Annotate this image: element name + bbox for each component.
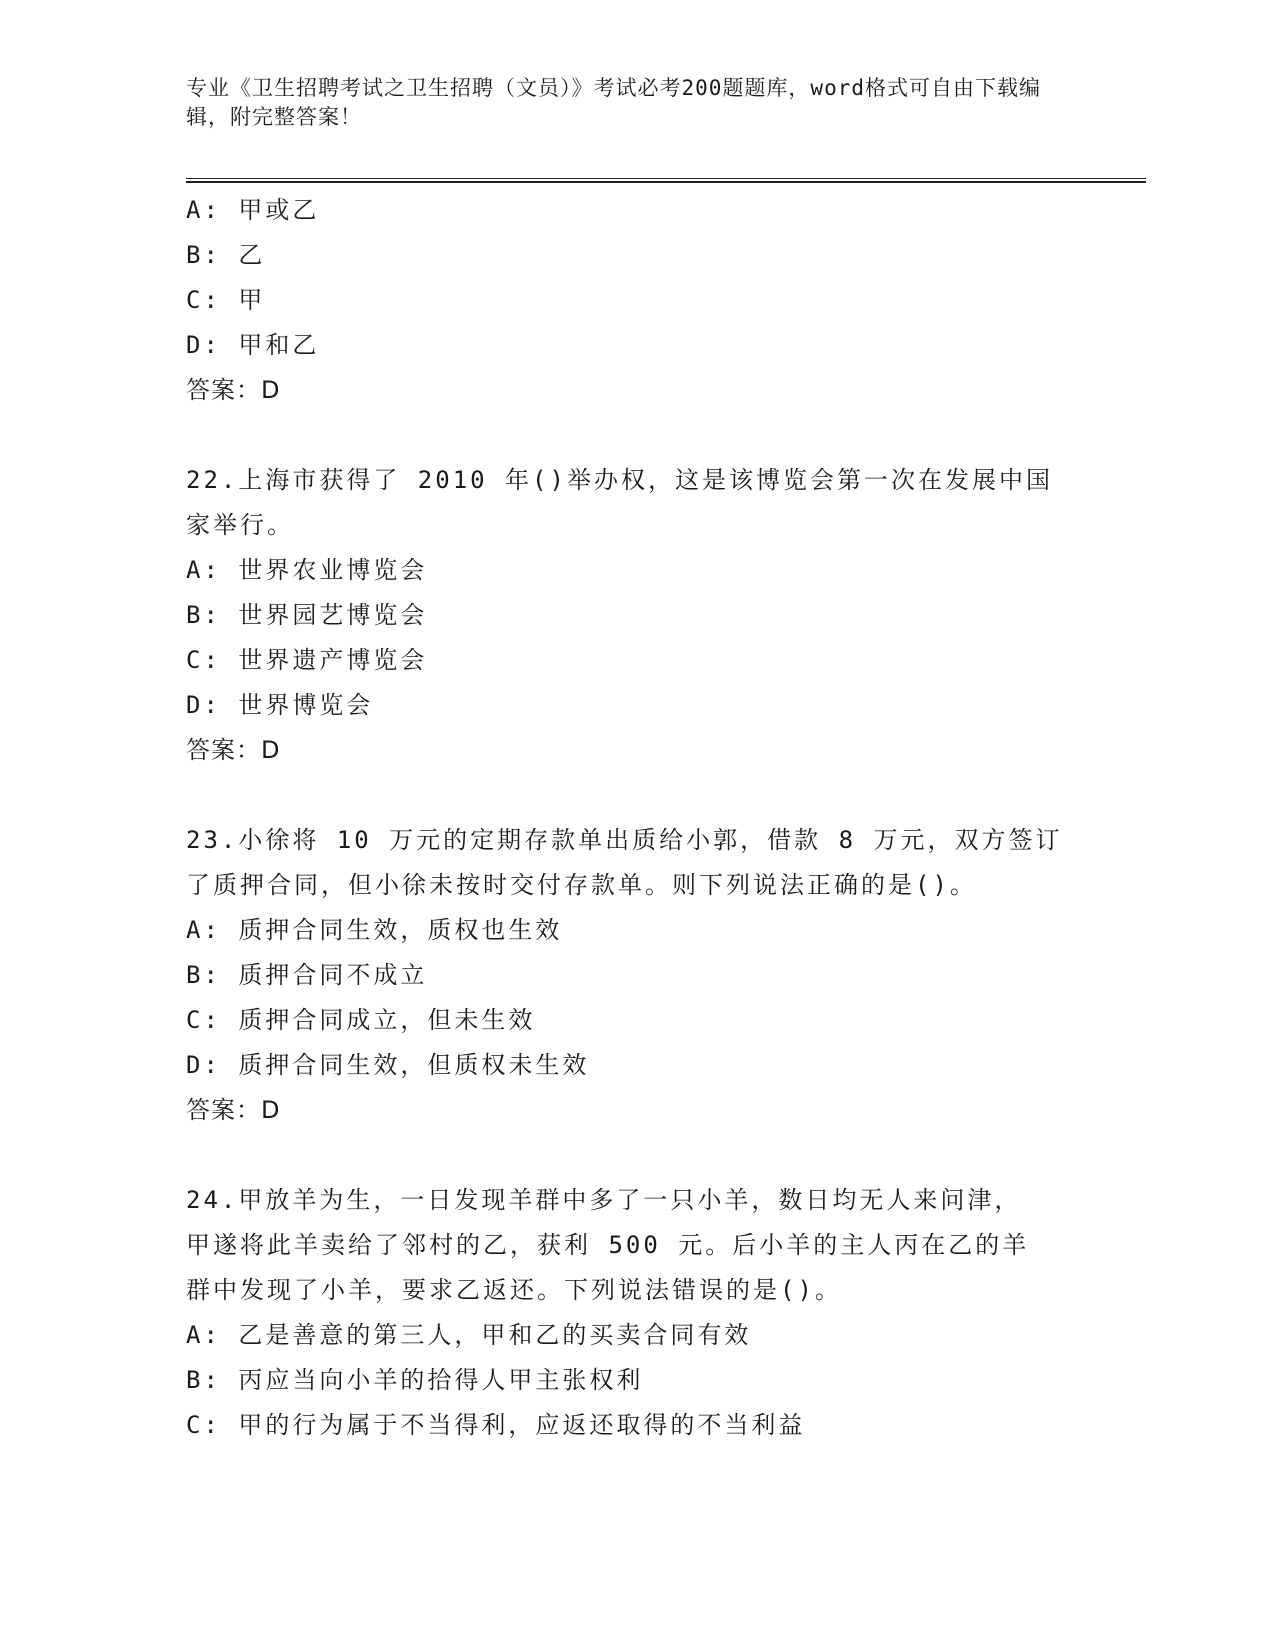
option-b: B: 乙 — [186, 241, 266, 269]
answer: 答案：D — [186, 736, 281, 764]
spacer — [186, 773, 1066, 818]
option-a: A: 甲或乙 — [186, 196, 320, 224]
question-text-line: 22.上海市获得了 2010 年()举办权，这是该博览会第一次在发展中国 — [186, 466, 1053, 494]
question-22 — [186, 458, 1066, 773]
question-content — [186, 188, 1066, 1448]
option-d: D: 甲和乙 — [186, 331, 320, 359]
header-rule-thick — [186, 181, 1146, 183]
question-text-line: 甲遂将此羊卖给了邻村的乙，获利 500 元。后小羊的主人丙在乙的羊 — [186, 1231, 1030, 1259]
option-a: A: 乙是善意的第三人，甲和乙的买卖合同有效 — [186, 1321, 752, 1349]
answer: 答案：D — [186, 1096, 281, 1124]
option-c: C: 甲的行为属于不当得利，应返还取得的不当利益 — [186, 1411, 806, 1439]
option-a: A: 世界农业博览会 — [186, 556, 428, 584]
option-d: D: 质押合同生效，但质权未生效 — [186, 1051, 590, 1079]
option-a: A: 质押合同生效，质权也生效 — [186, 916, 563, 944]
question-24 — [186, 1178, 1066, 1448]
option-c: C: 甲 — [186, 286, 266, 314]
question-text-line: 家举行。 — [186, 511, 294, 539]
question-text-line: 群中发现了小羊，要求乙返还。下列说法错误的是()。 — [186, 1276, 842, 1304]
question-23 — [186, 818, 1066, 1133]
option-c: C: 质押合同成立，但未生效 — [186, 1006, 536, 1034]
answer: 答案：D — [186, 376, 281, 404]
spacer — [186, 413, 1066, 458]
question-text-line: 23.小徐将 10 万元的定期存款单出质给小郭，借款 8 万元，双方签订 — [186, 826, 1063, 854]
question-text-line: 24.甲放羊为生，一日发现羊群中多了一只小羊，数日均无人来问津， — [186, 1186, 1022, 1214]
option-b: B: 质押合同不成立 — [186, 961, 428, 989]
spacer — [186, 1133, 1066, 1178]
option-d: D: 世界博览会 — [186, 691, 374, 719]
question-21 — [186, 188, 1066, 413]
question-text-line: 了质押合同，但小徐未按时交付存款单。则下列说法正确的是()。 — [186, 871, 977, 899]
document-header: 专业《卫生招聘考试之卫生招聘（文员）》考试必考200题题库，word格式可自由下载编辑，附完整答案！ — [186, 76, 1041, 129]
header-rule-thin — [186, 178, 1146, 179]
option-c: C: 世界遗产博览会 — [186, 646, 428, 674]
option-b: B: 丙应当向小羊的拾得人甲主张权利 — [186, 1366, 644, 1394]
option-b: B: 世界园艺博览会 — [186, 601, 428, 629]
